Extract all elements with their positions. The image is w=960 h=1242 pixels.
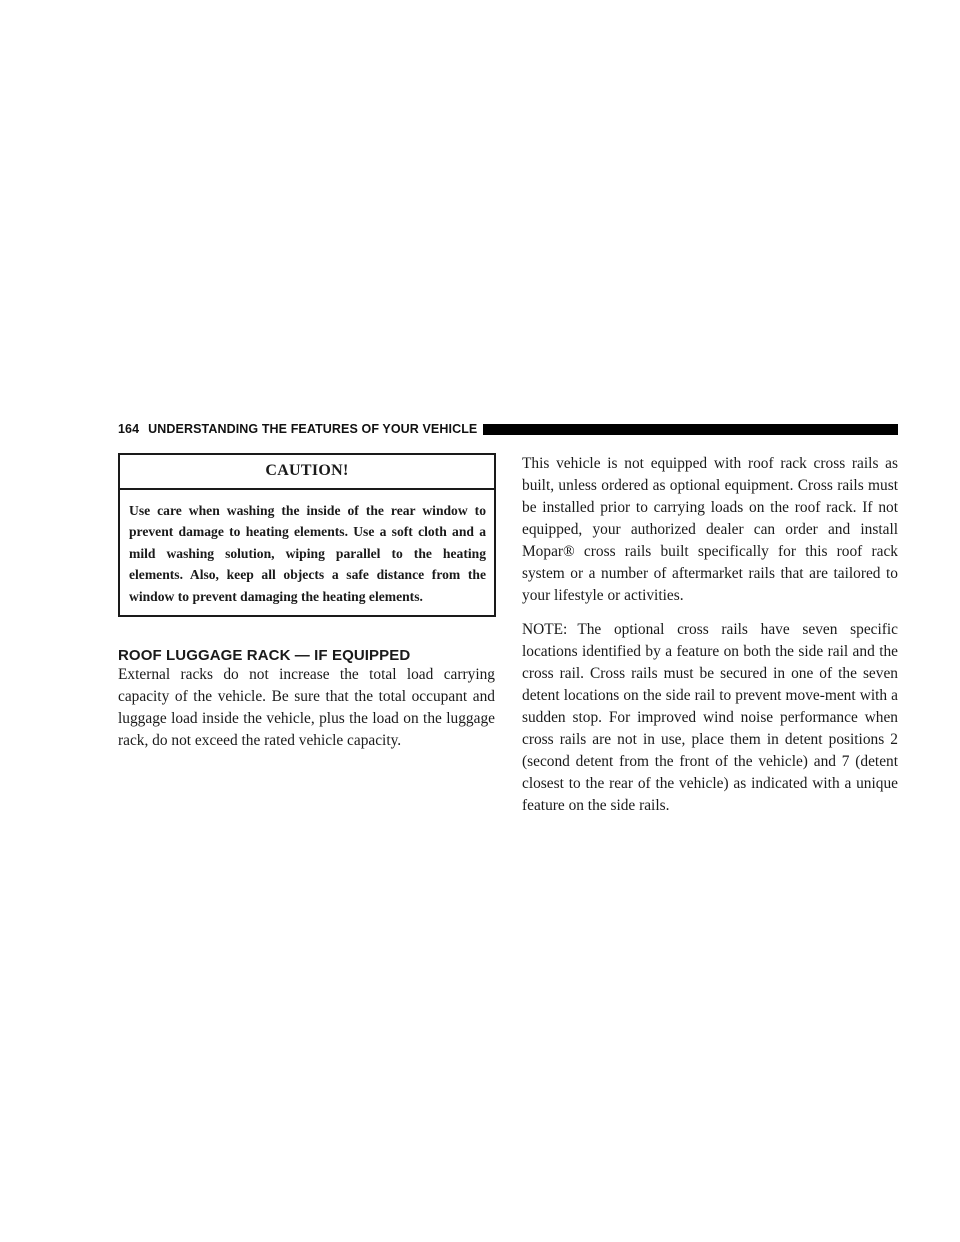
header-rule xyxy=(483,424,898,435)
page-header xyxy=(118,418,898,440)
caution-box xyxy=(118,453,496,617)
section-heading: ROOF LUGGAGE RACK — IF EQUIPPED xyxy=(118,647,411,664)
note-text: The optional cross rails have seven specific locations identified by a feature on both the side rail and the cross rail. Cross rails must be secured in one of the seven detent locations on the side rail to prevent move-ment with a sudden stop. For improved wind noise performance when cross rails are not in use, place them in detent positions 2 (second detent from the front of the vehicle) and 7 (detent closest to the rear of the vehicle) as indicated with a unique feature on the side rails. xyxy=(522,621,898,814)
caution-title: CAUTION! xyxy=(265,462,349,479)
note-label: NOTE: xyxy=(522,621,568,638)
caution-text: Use care when washing the inside of the rear window to prevent damage to heating elements. Use a soft cloth and a mild washing solution, wiping parallel to the heating elements. Also, keep all objects a safe distance from the window to prevent damaging the heating elements. xyxy=(129,503,486,604)
page-number: 164 xyxy=(118,422,140,436)
note-paragraph xyxy=(522,619,898,817)
cross-rails-paragraph: This vehicle is not equipped with roof rack cross rails as built, unless ordered as optional equipment. Cross rails must be installed prior to carrying loads on the roof rack. If not equipped, your authorized dealer can order and install Mopar® cross rails built specifically for this roof rack system or a number of aftermarket rails that are tailored to your lifestyle or activities. xyxy=(522,455,898,604)
section-title: UNDERSTANDING THE FEATURES OF YOUR VEHICLE xyxy=(148,422,478,436)
header-text xyxy=(118,422,477,436)
roof-rack-paragraph: External racks do not increase the total load carrying capacity of the vehicle. Be sure that the total occupant and luggage load inside the vehicle, plus the load on the luggage rack, do not exceed the rated vehicle capacity. xyxy=(118,666,495,749)
right-column xyxy=(522,453,898,829)
